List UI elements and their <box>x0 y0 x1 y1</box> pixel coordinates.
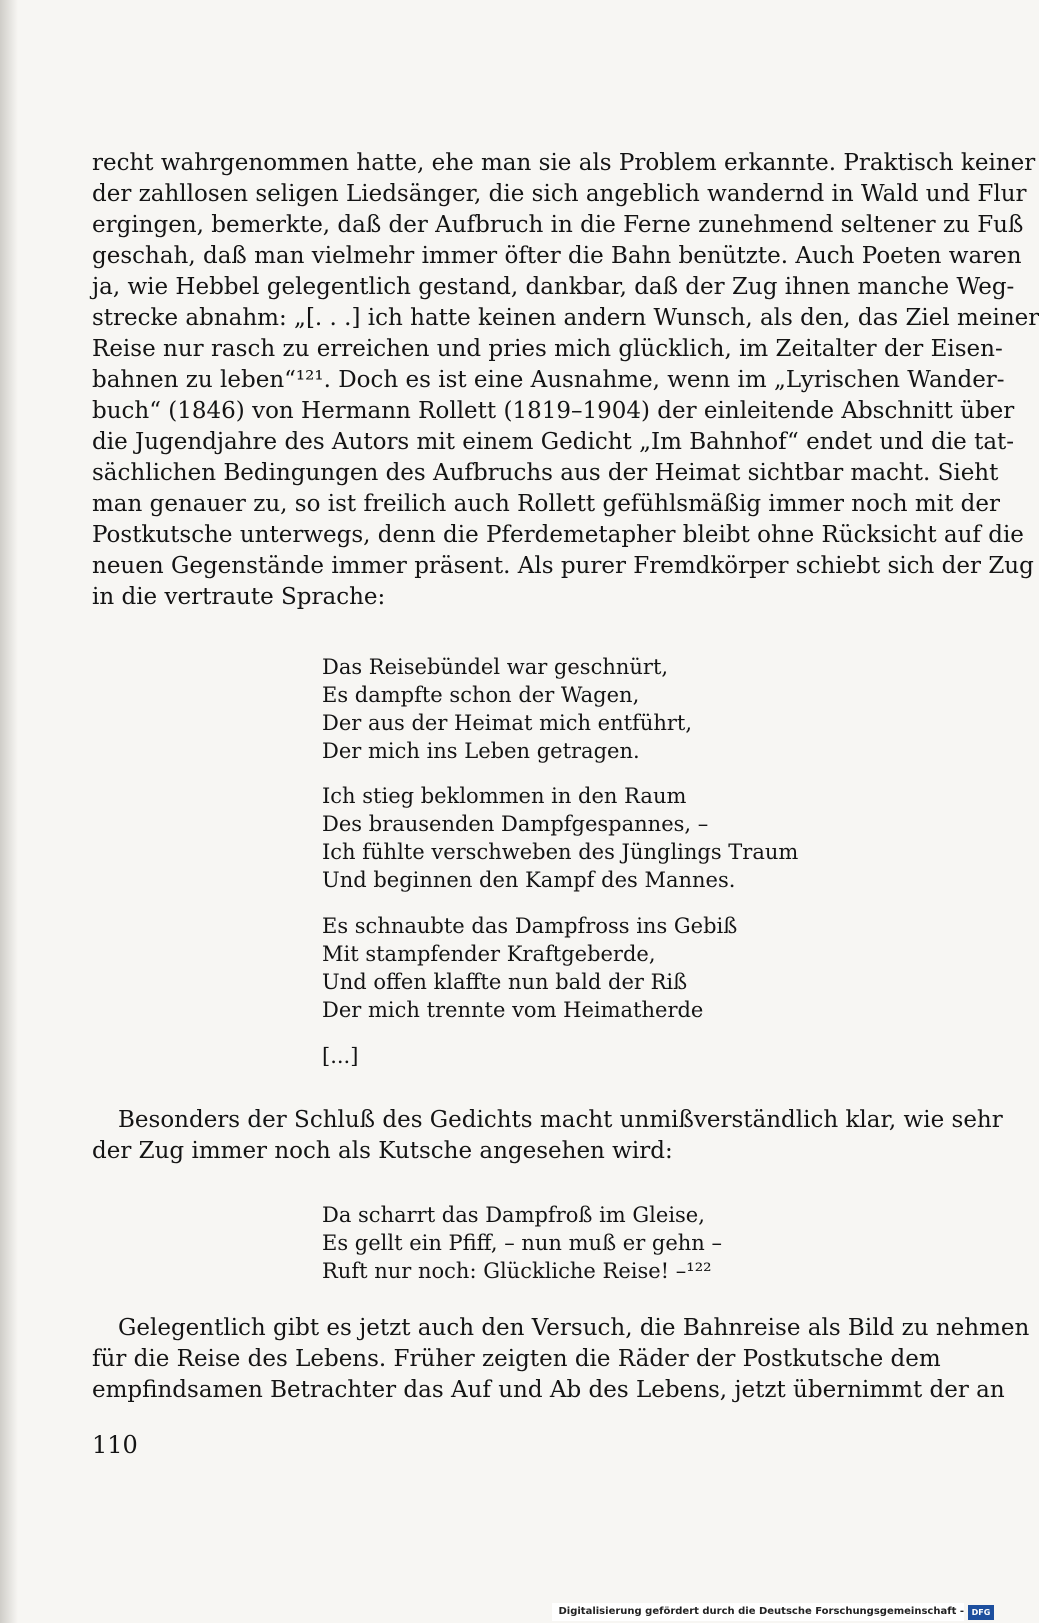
verse-line: Und beginnen den Kampf des Mannes. <box>322 868 736 892</box>
page-number: 110 <box>92 1431 138 1459</box>
verse-line: Es schnaubte das Dampfross ins Gebiß <box>322 914 738 938</box>
text-line: ergingen, bemerkte, daß der Aufbruch in die Ferne zunehmend seltener zu Fuß <box>92 212 1024 238</box>
text-line: Postkutsche unterwegs, denn die Pferdemetapher bleibt ohne Rücksicht auf die <box>92 522 1024 548</box>
text-line: recht wahrgenommen hatte, ehe man sie als Problem erkannte. Praktisch keiner <box>92 150 1036 176</box>
text-line: der zahllosen seligen Liedsänger, die sich angeblich wandernd in Wald und Flur <box>92 181 1027 207</box>
text-line: Reise nur rasch zu erreichen und pries mich glücklich, im Zeitalter der Eisen- <box>92 336 1003 362</box>
text-line: geschah, daß man vielmehr immer öfter die Bahn benützte. Auch Poeten waren <box>92 243 1022 269</box>
text-line: bahnen zu leben“¹²¹. Doch es ist eine Ausnahme, wenn im „Lyrischen Wander- <box>92 367 1005 393</box>
verse-line: Es dampfte schon der Wagen, <box>322 683 640 707</box>
text-line: strecke abnahm: „[. . .] ich hatte keinen andern Wunsch, als den, das Ziel meiner <box>92 305 1039 331</box>
text-line: sächlichen Bedingungen des Aufbruchs aus der Heimat sichtbar macht. Sieht <box>92 460 999 486</box>
text-line: ja, wie Hebbel gelegentlich gestand, dankbar, daß der Zug ihnen manche Weg- <box>92 274 1015 300</box>
page-edge-shadow <box>0 0 18 1623</box>
text-line: neuen Gegenstände immer präsent. Als purer Fremdkörper schiebt sich der Zug <box>92 553 1034 579</box>
digitization-footer: Digitalisierung gefördert durch die Deutsche Forschungsgemeinschaft - <box>552 1603 964 1621</box>
text-line: die Jugendjahre des Autors mit einem Gedicht „Im Bahnhof“ endet und die tat- <box>92 429 1015 455</box>
text-line: in die vertraute Sprache: <box>92 584 386 610</box>
dfg-logo-icon: DFG <box>968 1605 994 1620</box>
text-line: Besonders der Schluß des Gedichts macht unmißverständlich klar, wie sehr <box>118 1107 1003 1133</box>
verse-line: Der mich trennte vom Heimatherde <box>322 998 704 1022</box>
text-line: buch“ (1846) von Hermann Rollett (1819–1904) der einleitende Abschnitt über <box>92 398 1015 424</box>
verse-line: Mit stampfender Kraftgeberde, <box>322 942 656 966</box>
verse-line: Da scharrt das Dampfroß im Gleise, <box>322 1203 705 1227</box>
verse-line: Der mich ins Leben getragen. <box>322 739 640 763</box>
verse-line: Und offen klaffte nun bald der Riß <box>322 970 688 994</box>
verse-line: Ruft nur noch: Glückliche Reise! –¹²² <box>322 1259 712 1283</box>
verse-line: Das Reisebündel war geschnürt, <box>322 655 669 679</box>
text-line: empfindsamen Betrachter das Auf und Ab des Lebens, jetzt übernimmt der an <box>92 1377 1005 1403</box>
verse-line: Ich fühlte verschweben des Jünglings Traum <box>322 840 799 864</box>
text-line: Gelegentlich gibt es jetzt auch den Versuch, die Bahnreise als Bild zu nehmen <box>118 1315 1030 1341</box>
verse-line: Der aus der Heimat mich entführt, <box>322 711 693 735</box>
verse-line: Es gellt ein Pfiff, – nun muß er gehn – <box>322 1231 723 1255</box>
verse-line: Ich stieg beklommen in den Raum <box>322 784 687 808</box>
text-line: für die Reise des Lebens. Früher zeigten die Räder der Postkutsche dem <box>92 1346 941 1372</box>
verse-line: Des brausenden Dampfgespannes, – <box>322 812 709 836</box>
verse-ellipsis: [...] <box>322 1044 359 1068</box>
text-line: der Zug immer noch als Kutsche angesehen wird: <box>92 1138 673 1164</box>
text-line: man genauer zu, so ist freilich auch Rollett gefühlsmäßig immer noch mit der <box>92 491 1000 517</box>
